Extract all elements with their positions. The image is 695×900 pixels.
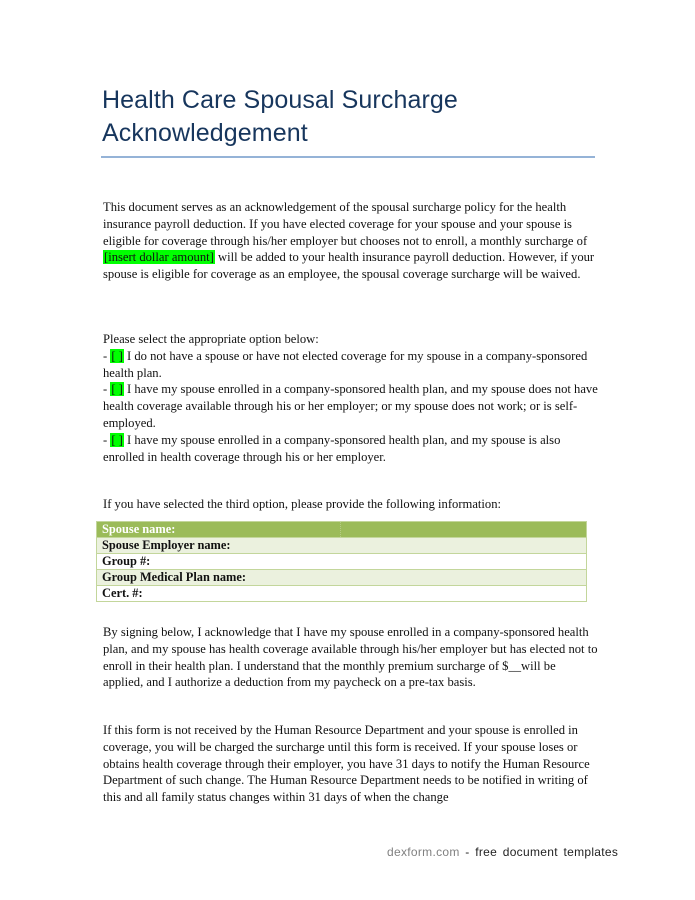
- intro-text-after: will be added to your health insurance payroll deduction. However, if your spouse is eligible for coverage as an employee, the spousal coverage surcharge will be waived.: [103, 250, 595, 282]
- footer-tagline: - free document templates: [459, 845, 619, 859]
- notice-paragraph: If this form is not received by the Human Resource Department and your spouse is enrolled in coverage, you will be charged the surcharge until this form is received. If your spouse loses or obtains health coverage through their employer, you have 31 days to notify the Human Resource Department of such change. The Human Resource Department needs to be notified in writing of this and all family status changes within 31 days of when the change: [103, 723, 590, 805]
- spouse-info-table: [96, 521, 587, 602]
- table-row-spouse-employer: [97, 538, 587, 554]
- dollar-amount-placeholder[interactable]: [insert dollar amount]: [104, 250, 214, 265]
- table-row-group-number: [97, 554, 587, 570]
- medical-plan-field[interactable]: [341, 570, 587, 586]
- options-prompt: Please select the appropriate option below:: [103, 332, 319, 346]
- cert-number-label: Cert. #:: [97, 586, 341, 602]
- third-option-prompt: If you have selected the third option, please provide the following information:: [103, 497, 501, 511]
- table-row-cert-number: [97, 586, 587, 602]
- option-2-text: I have my spouse enrolled in a company-sponsored health plan, and my spouse does not have health coverage available through his or her employer; or my spouse does not work; or is self-employed.: [103, 382, 598, 430]
- footer-brand-link[interactable]: dexform.com: [387, 845, 460, 859]
- group-number-field[interactable]: [341, 554, 587, 570]
- option-3-text: I have my spouse enrolled in a company-sponsored health plan, and my spouse is also enrolled in health coverage through his or her employer.: [103, 432, 561, 464]
- group-number-label: Group #:: [97, 554, 341, 570]
- document-title: Health Care Spousal Surcharge Acknowledgement: [102, 86, 458, 147]
- table-row-medical-plan: [97, 570, 587, 586]
- option-item-2: [103, 381, 598, 431]
- spouse-employer-field[interactable]: [341, 538, 587, 554]
- option-1-checkbox[interactable]: [ ]: [111, 348, 123, 363]
- bullet-dash: -: [103, 382, 111, 397]
- acknowledgement-paragraph: By signing below, I acknowledge that I have my spouse enrolled in a company-sponsored health plan, and my spouse has health coverage available through his/her employer but has elected not to enroll in their health plan. I understand that the monthly premium surcharge of $__will be applied, and I authorize a deduction from my paycheck on a pre-tax basis.: [103, 625, 598, 690]
- option-2-checkbox[interactable]: [ ]: [111, 382, 123, 397]
- intro-paragraph: [103, 199, 598, 283]
- option-item-1: [103, 348, 598, 382]
- page-footer: [387, 845, 618, 859]
- option-3-checkbox[interactable]: [ ]: [111, 432, 123, 447]
- intro-text-before: This document serves as an acknowledgement of the spousal surcharge policy for the health insurance payroll deduction. If you have elected coverage for your spouse and your spouse is eligible for coverage through his/her employer but chooses not to enroll, a monthly surcharge of: [103, 200, 588, 248]
- option-1-text: I do not have a spouse or have not elected coverage for my spouse in a company-sponsored health plan.: [103, 348, 588, 380]
- medical-plan-label: Group Medical Plan name:: [97, 570, 341, 586]
- spouse-name-label: Spouse name:: [97, 522, 341, 538]
- title-underline: [101, 156, 595, 158]
- option-item-3: [103, 432, 598, 466]
- cert-number-field[interactable]: [341, 586, 587, 602]
- table-row-spouse-name: [97, 522, 587, 538]
- spouse-name-field[interactable]: [341, 522, 587, 538]
- options-section: [103, 331, 598, 465]
- spouse-employer-label: Spouse Employer name:: [97, 538, 341, 554]
- bullet-dash: -: [103, 432, 111, 447]
- bullet-dash: -: [103, 348, 111, 363]
